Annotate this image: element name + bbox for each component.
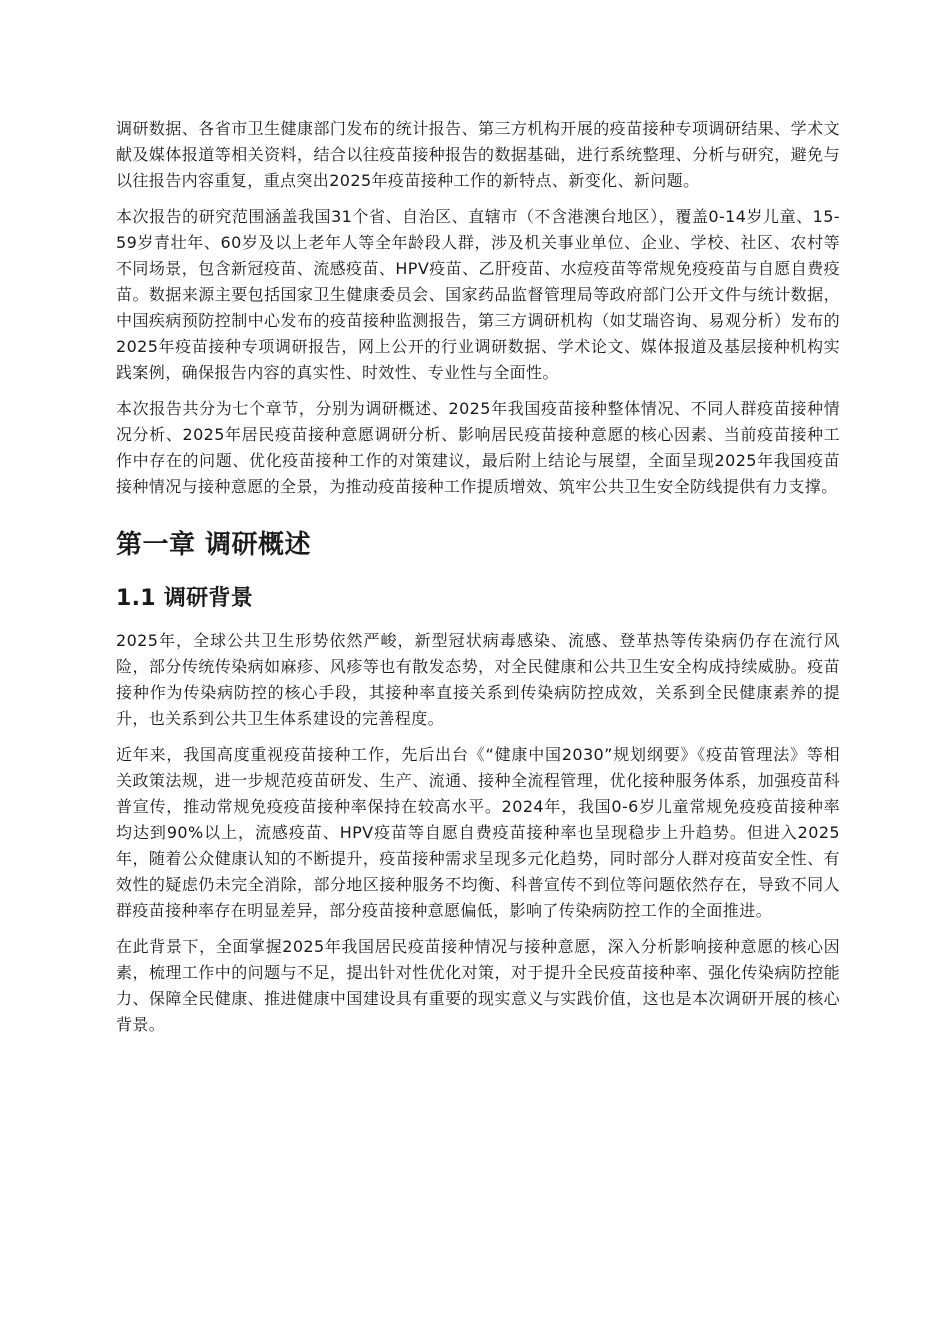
section-paragraph-1: 2025年，全球公共卫生形势依然严峻，新型冠状病毒感染、流感、登革热等传染病仍存在流行风险，部分传统传染病如麻疹、风疹等也有散发态势，对全民健康和公共卫生安全构成持续威胁。疫苗接种作为传染病防控的核心手段，其接种率直接关系到传染病防控成效，关系到全民健康素养的提升，也关系到公共卫生体系建设的完善程度。 (116, 631, 840, 728)
section-title: 1.1 调研背景 (116, 586, 254, 611)
intro-paragraph-1: 调研数据、各省市卫生健康部门发布的统计报告、第三方机构开展的疫苗接种专项调研结果、学术文献及媒体报道等相关资料，结合以往疫苗接种报告的数据基础，进行系统整理、分析与研究，避免与以往报告内容重复，重点突出2025年疫苗接种工作的新特点、新变化、新问题。 (116, 119, 840, 190)
intro-paragraph-2: 本次报告的研究范围涵盖我国31个省、自治区、直辖市（不含港澳台地区），覆盖0-14岁儿童、15-59岁青壮年、60岁及以上老年人等全年龄段人群，涉及机关事业单位、企业、学校、社区、农村等不同场景，包含新冠疫苗、流感疫苗、HPV疫苗、乙肝疫苗、水痘疫苗等常规免疫疫苗与自愿自费疫苗。数据来源主要包括国家卫生健康委员会、国家药品监督管理局等政府部门公开文件与统计数据，中国疾病预防控制中心发布的疫苗接种监测报告，第三方调研机构（如艾瑞咨询、易观分析）发布的2025年疫苗接种专项调研报告，网上公开的行业调研数据、学术论文、媒体报道及基层接种机构实践案例，确保报告内容的真实性、时效性、专业性与全面性。 (116, 207, 840, 382)
intro-paragraph-3: 本次报告共分为七个章节，分别为调研概述、2025年我国疫苗接种整体情况、不同人群疫苗接种情况分析、2025年居民疫苗接种意愿调研分析、影响居民疫苗接种意愿的核心因素、当前疫苗接种工作中存在的问题、优化疫苗接种工作的对策建议，最后附上结论与展望，全面呈现2025年我国疫苗接种情况与接种意愿的全景，为推动疫苗接种工作提质增效、筑牢公共卫生安全防线提供有力支撑。 (116, 399, 840, 496)
page-content (116, 116, 840, 1048)
chapter-title: 第一章 调研概述 (116, 530, 312, 560)
section-paragraph-3: 在此背景下，全面掌握2025年我国居民疫苗接种情况与接种意愿，深入分析影响接种意愿的核心因素，梳理工作中的问题与不足，提出针对性优化对策，对于提升全民疫苗接种率、强化传染病防控能力、保障全民健康、推进健康中国建设具有重要的现实意义与实践价值，这也是本次调研开展的核心背景。 (116, 937, 840, 1034)
section-paragraph-2: 近年来，我国高度重视疫苗接种工作，先后出台《“健康中国2030”规划纲要》《疫苗管理法》等相关政策法规，进一步规范疫苗研发、生产、流通、接种全流程管理，优化接种服务体系，加强疫苗科普宣传，推动常规免疫疫苗接种率保持在较高水平。2024年，我国0-6岁儿童常规免疫疫苗接种率均达到90%以上，流感疫苗、HPV疫苗等自愿自费疫苗接种率也呈现稳步上升趋势。但进入2025年，随着公众健康认知的不断提升，疫苗接种需求呈现多元化趋势，同时部分人群对疫苗安全性、有效性的疑虑仍未完全消除，部分地区接种服务不均衡、科普宣传不到位等问题依然存在，导致不同人群疫苗接种率存在明显差异，部分疫苗接种意愿偏低，影响了传染病防控工作的全面推进。 (116, 745, 840, 920)
